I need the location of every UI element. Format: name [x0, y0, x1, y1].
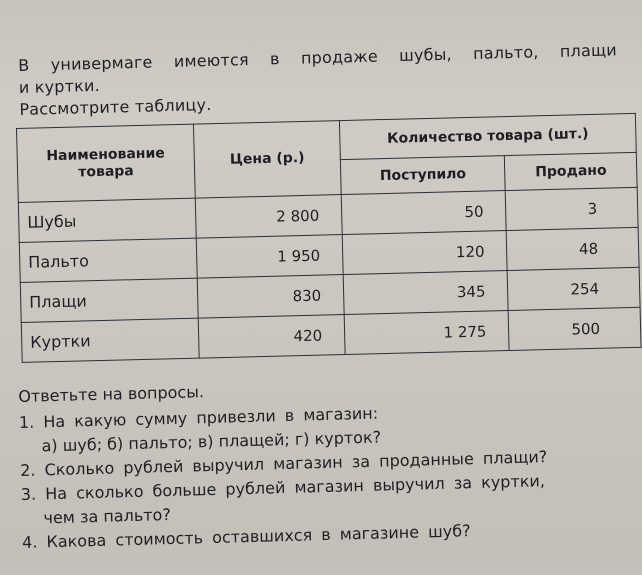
- row-name: Плащи: [20, 278, 198, 322]
- row-price: 1 950: [196, 235, 343, 279]
- row-name: Куртки: [21, 318, 199, 362]
- goods-table: [16, 113, 642, 363]
- header-received: Поступило: [340, 156, 505, 195]
- row-price: 420: [198, 315, 345, 359]
- question-2: 2. Сколько рублей выручил магазин за проданные плащи?: [19, 447, 548, 480]
- row-sold: 48: [507, 227, 640, 270]
- question-1: 1. На какую сумму привезли в магазин:: [18, 403, 379, 432]
- questions-title: Ответьте на вопросы.: [18, 382, 205, 406]
- row-received: 1 275: [344, 311, 509, 355]
- header-price: Цена (р.): [193, 121, 341, 199]
- row-received: 50: [341, 191, 506, 235]
- intro-line-3: Рассмотрите таблицу.: [19, 94, 212, 119]
- header-quantity: Количество товара (шт.): [339, 113, 636, 159]
- row-sold: 500: [508, 307, 641, 350]
- row-name: Пальто: [19, 238, 197, 282]
- row-price: 830: [197, 275, 344, 319]
- goods-table-container: [16, 113, 642, 363]
- row-sold: 254: [508, 267, 641, 310]
- question-3-continuation: чем за пальто?: [43, 505, 172, 528]
- question-1-options: а) шуб; б) пальто; в) плащей; г) курток?: [41, 427, 382, 456]
- intro-line-2: и куртки.: [18, 75, 101, 97]
- header-sold: Продано: [505, 152, 637, 190]
- row-sold: 3: [506, 187, 639, 230]
- questions-block: [18, 369, 642, 555]
- row-received: 120: [342, 231, 507, 275]
- row-price: 2 800: [195, 195, 342, 239]
- header-name: Наименование товара: [17, 124, 196, 202]
- question-3: 3. На сколько больше рублей магазин выручил за куртки,: [20, 471, 546, 504]
- intro-text: [18, 39, 630, 121]
- intro-line-1: В универмаге имеются в продаже шубы, пальто, плащи: [18, 40, 618, 75]
- question-4: 4. Какова стоимость оставшихся в магазине шуб?: [21, 521, 471, 552]
- row-received: 345: [343, 271, 508, 315]
- row-name: Шубы: [18, 198, 196, 242]
